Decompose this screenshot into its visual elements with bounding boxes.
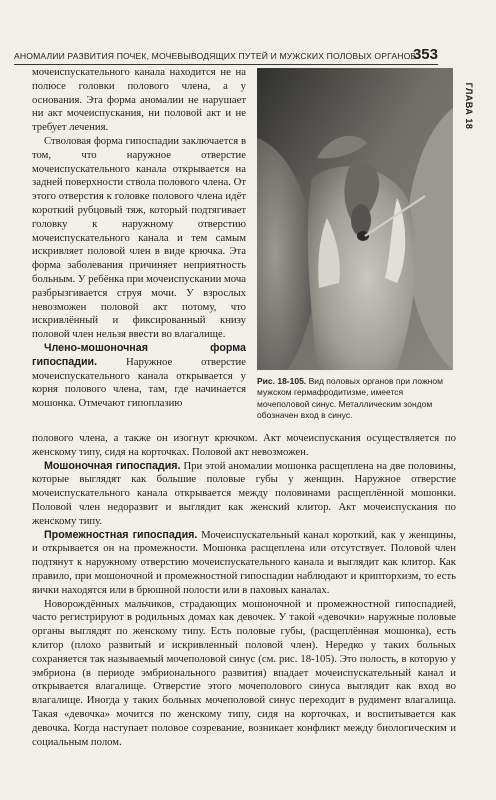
chapter-tab-label: ГЛАВА 18	[464, 82, 474, 130]
page-number: 353	[412, 46, 438, 63]
paragraph-5-text: Мочеиспускательный канал короткий, как у женщины, и открывается он на промежности. Мошонка расщеплена или отсутствует. Половой член подтянут к наружному отверстию мочеиспускательного канала и выглядит как клитор. Как правило, при мошоночной и промежностной гипоспадии наблюдают и крипторхизм, то есть яички находятся или в брюшной полости или в паховых каналах.	[32, 528, 456, 596]
figure-caption	[257, 376, 453, 421]
paragraph-5-heading: Промежностная гипоспадия.	[44, 528, 198, 541]
paragraph-5	[32, 529, 456, 598]
running-header	[14, 44, 438, 65]
paragraph-3-heading: Члено-мошоночная форма гипоспадии.	[32, 341, 246, 368]
paragraph-6: Новорождённых мальчиков, страдающих мошоночной и промежностной гипоспадией, часто регистрируют в родильных домах как девочек. У такой «девочки» наружные половые органы выглядят по женскому типу. Есть половые губы, (расщеплённая мошонка), есть клитор (плохо развитый и искривленный половой член). Нередко у таких больных сохраняется так называемый мочеполовой синус (см. рис. 18-105). Это полость, в которую у эмбриона (в периоде эмбрионального развития) впадает мочеиспускательный канал и открывается влагалище. Отверстие этого мочеполового синуса выглядит как вход во влагалище. Иногда у таких больных мочеполовой синус переходит в рудимент влагалища. Такая «девочка» мочится по женскому типу, сидя на корточках, и воспитывается как девочка. Когда наступает половое созревание, возникает конфликт между биологическим и социальным полом.	[32, 597, 456, 748]
figure-caption-text: Вид половых органов при ложном мужском гермафродитизме, имеется мочеполовой синус. Металлическим зондом обозначен вход в синус.	[257, 376, 443, 420]
paragraph-4-heading: Мошоночная гипоспадия.	[44, 459, 181, 472]
paragraph-3	[32, 342, 246, 411]
chapter-tab	[462, 66, 476, 146]
paragraph-1: мочеиспускательного канала находится не на полюсе головки полового члена, а у основания. Эта форма аномалии не нарушает ни акт мочеиспускания, ни половой акт и не требует лечения.	[32, 66, 246, 134]
paragraph-3-continuation: полового члена, а также он изогнут крючком. Акт мочеиспускания осуществляется по женскому типу, сидя на корточках. Половой акт невозможен.	[32, 432, 456, 458]
text-full-width	[32, 432, 456, 749]
paragraph-4	[32, 460, 456, 529]
figure-number: Рис. 18-105.	[257, 376, 307, 386]
paragraph-2: Стволовая форма гипоспадии заключается в том, что наружное отверстие мочеиспускательного канала открывается на задней поверхности ствола полового члена. От этого отверстия к головке полового члена идёт короткий рубцовый тяж, который подтягивает головку к наружному отверстию мочеиспускательного канала и тем самым искривляет половой член в виде крючка. Эта форма заболевания причиняет неприятность больным. У ребёнка при мочеиспускании моча разбрызгивается струя мочи. У взрослых невозможен половой акт потому, что искривлённый и фиксированный книзу половой член нельзя ввести во влагалище.	[32, 134, 246, 341]
figure-photo	[257, 68, 453, 370]
figure-photo-illustration	[257, 68, 453, 370]
text-column-left	[32, 66, 246, 411]
paragraph-4-text: При этой аномалии мошонка расщеплена на две половины, которые выглядят как большие половые губы у женщин. Наружное отверстие мочеиспускательного канала открывается между половинами расщеплённой мошонки. Половой член недоразвит и выглядит как женский клитор. Акт мочеиспускания по женскому типу.	[32, 459, 456, 527]
header-title: АНОМАЛИИ РАЗВИТИЯ ПОЧЕК, МОЧЕВЫВОДЯЩИХ ПУТЕЙ И МУЖСКИХ ПОЛОВЫХ ОРГАНОВ	[14, 51, 417, 61]
paragraph-3-text: Наружное отверстие мочеиспускательного канала открывается у корня полового члена, там, где начинается мошонка. Отмечают гипоплазию	[32, 355, 246, 410]
